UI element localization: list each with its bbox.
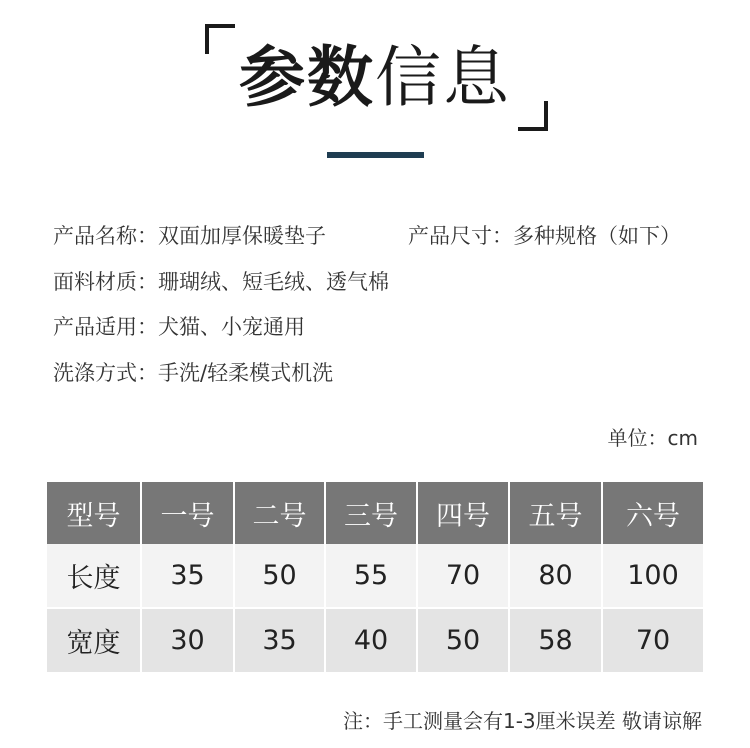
table-cell: 50 xyxy=(417,608,509,672)
table-cell: 长度 xyxy=(47,544,141,608)
material-label: 面料材质： xyxy=(53,270,158,294)
table-cell: 80 xyxy=(509,544,602,608)
table-cell: 35 xyxy=(141,544,234,608)
material-value: 珊瑚绒、短毛绒、透气棉 xyxy=(158,270,389,294)
table-cell: 30 xyxy=(141,608,234,672)
title-bracket-bottom-right xyxy=(518,101,548,131)
table-header-cell: 六号 xyxy=(602,482,703,544)
table-header-cell: 三号 xyxy=(325,482,417,544)
table-cell: 100 xyxy=(602,544,703,608)
table-header-cell: 四号 xyxy=(417,482,509,544)
table-cell: 70 xyxy=(602,608,703,672)
table-cell: 50 xyxy=(234,544,325,608)
page-title xyxy=(0,38,750,118)
table-header-cell: 二号 xyxy=(234,482,325,544)
info-row-name xyxy=(53,222,326,250)
info-row-size xyxy=(408,222,681,250)
table-cell: 58 xyxy=(509,608,602,672)
title-light-part: 信息 xyxy=(375,39,511,116)
table-row-length xyxy=(47,544,703,608)
table-header-cell: 一号 xyxy=(141,482,234,544)
table-cell: 55 xyxy=(325,544,417,608)
table-cell: 70 xyxy=(417,544,509,608)
wash-value: 手洗/轻柔模式机洗 xyxy=(158,361,334,385)
table-cell: 宽度 xyxy=(47,608,141,672)
size-table xyxy=(47,482,703,672)
table-cell: 35 xyxy=(234,608,325,672)
name-value: 双面加厚保暖垫子 xyxy=(158,224,326,248)
wash-label: 洗涤方式： xyxy=(53,361,158,385)
title-underline xyxy=(327,152,424,158)
table-cell: 40 xyxy=(325,608,417,672)
name-label: 产品名称： xyxy=(53,224,158,248)
table-row-width xyxy=(47,608,703,672)
unit-label: 单位：cm xyxy=(607,426,698,450)
table-header-cell: 型号 xyxy=(47,482,141,544)
info-row-wash xyxy=(53,359,333,387)
table-header-cell: 五号 xyxy=(509,482,602,544)
size-value: 多种规格（如下） xyxy=(513,224,681,248)
usage-value: 犬猫、小宠通用 xyxy=(158,315,305,339)
measurement-note: 注：手工测量会有1-3厘米误差 敬请谅解 xyxy=(342,709,702,733)
title-bold-part: 参数 xyxy=(239,39,375,116)
info-row-material xyxy=(53,268,389,296)
size-label: 产品尺寸： xyxy=(408,224,513,248)
usage-label: 产品适用： xyxy=(53,315,158,339)
info-row-usage xyxy=(53,313,305,341)
table-header-row xyxy=(47,482,703,544)
